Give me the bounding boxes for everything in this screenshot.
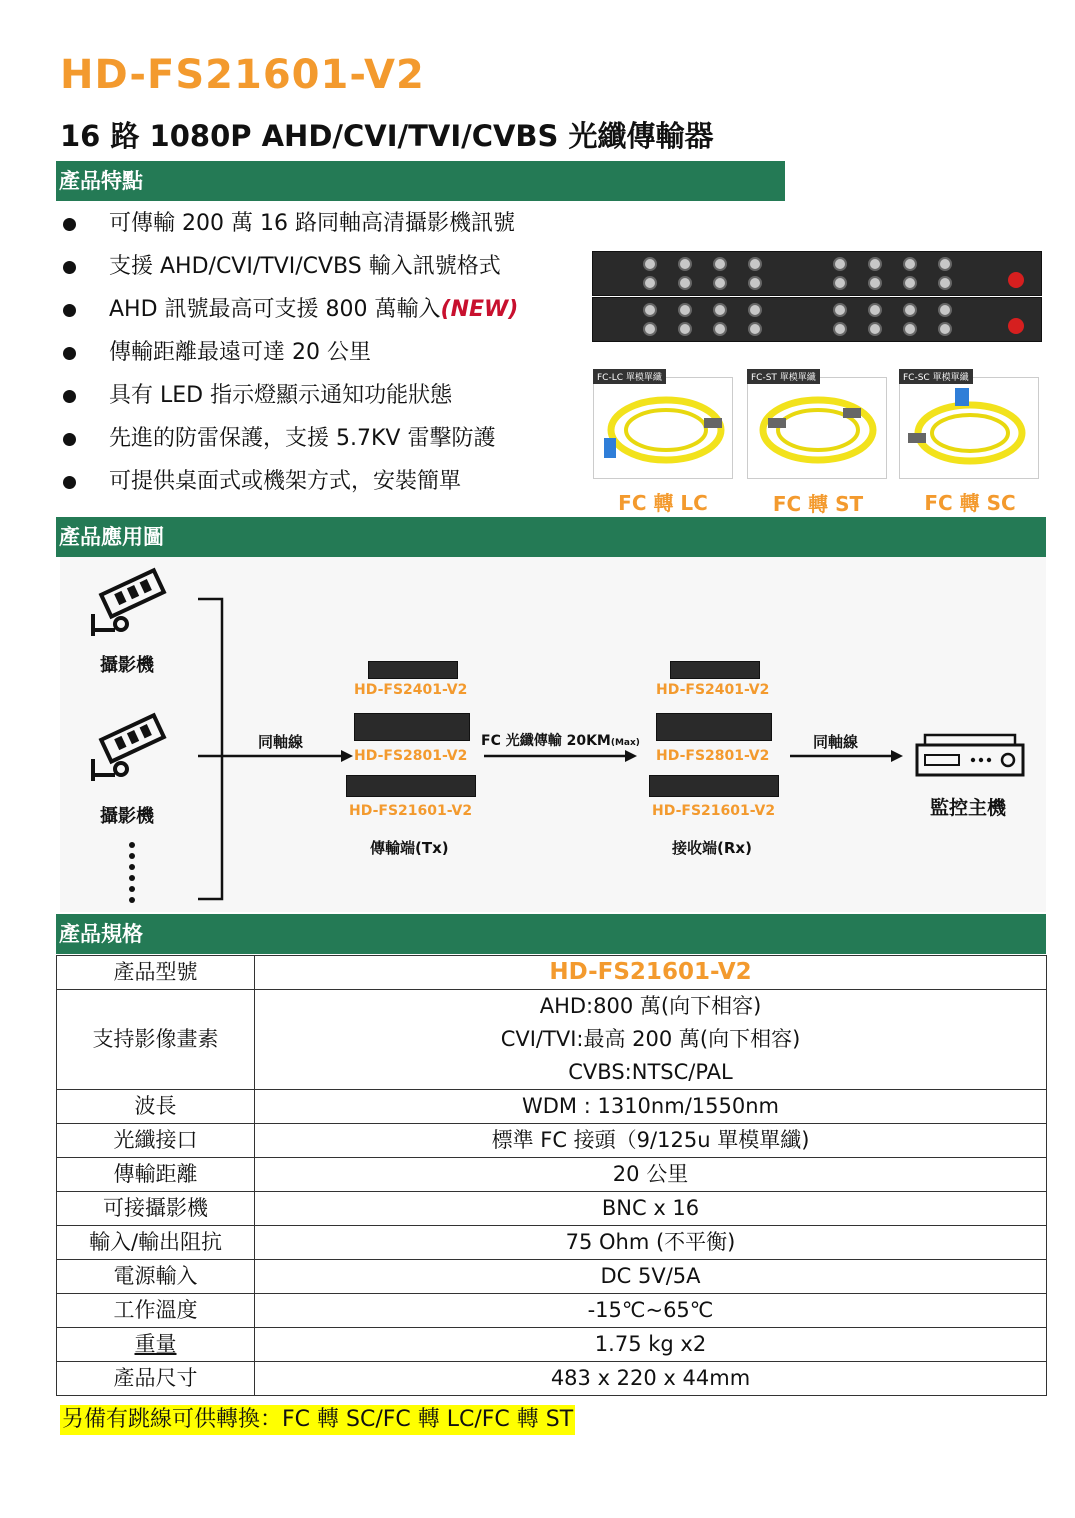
spec-value: AHD:800 萬(向下相容) CVI/TVI:最高 200 萬(向下相容) CVBS:NTSC/PAL xyxy=(255,990,1047,1090)
tx-label: 傳輸端(Tx) xyxy=(370,839,449,857)
spec-key: 波長 xyxy=(57,1090,255,1124)
table-row xyxy=(57,1124,1047,1158)
tx-device-4ch xyxy=(368,661,458,679)
feature-item: 可傳輸 200 萬 16 路同軸高清攝影機訊號 xyxy=(60,205,518,248)
new-badge: (NEW) xyxy=(440,297,519,322)
product-model-title: HD-FS21601-V2 xyxy=(60,52,425,98)
device-photo-bottom xyxy=(592,297,1042,342)
spec-key: 重量 xyxy=(57,1328,255,1362)
spec-key: 電源輸入 xyxy=(57,1260,255,1294)
application-diagram xyxy=(60,557,1046,912)
table-row xyxy=(57,1158,1047,1192)
dvr-icon xyxy=(913,733,1029,779)
spec-key: 工作溫度 xyxy=(57,1294,255,1328)
tx-model-8ch: HD-FS2801-V2 xyxy=(354,748,468,764)
spec-key: 可接攝影機 xyxy=(57,1192,255,1226)
section-application: 產品應用圖 xyxy=(56,517,1046,557)
rx-device-4ch xyxy=(670,661,760,679)
camera-icon xyxy=(87,707,177,785)
fiber-cable-icon xyxy=(748,378,886,478)
rx-device-16ch xyxy=(649,775,779,797)
spec-key: 支持影像畫素 xyxy=(57,990,255,1090)
table-row xyxy=(57,1192,1047,1226)
table-row xyxy=(57,1226,1047,1260)
bullet-icon xyxy=(63,347,76,360)
spec-key: 光纖接口 xyxy=(57,1124,255,1158)
feature-item: AHD 訊號最高可支援 800 萬輸入(NEW) xyxy=(60,291,518,334)
bullet-icon xyxy=(63,261,76,274)
camera-icon xyxy=(87,562,177,640)
feature-item: 先進的防雷保護，支援 5.7KV 雷擊防護 xyxy=(60,420,518,463)
converter-thumb-st: FC-ST 單模單纖 xyxy=(747,377,887,479)
tx-device-8ch xyxy=(354,713,470,741)
table-row xyxy=(57,1294,1047,1328)
fiber-arrow xyxy=(481,749,641,763)
spec-value: -15℃~65℃ xyxy=(255,1294,1047,1328)
coax-label-right: 同軸線 xyxy=(813,733,859,751)
bullet-icon xyxy=(63,476,76,489)
table-row xyxy=(57,1362,1047,1396)
rx-model-4ch: HD-FS2401-V2 xyxy=(656,682,770,698)
table-row xyxy=(57,990,1047,1090)
rx-device-8ch xyxy=(656,713,772,741)
feature-item: 具有 LED 指示燈顯示通知功能狀態 xyxy=(60,377,518,420)
more-dots-icon xyxy=(126,840,138,906)
feature-item: 可提供桌面式或機架方式，安裝簡單 xyxy=(60,463,518,506)
fiber-label: FC 光纖傳輸 20KM(Max) xyxy=(481,733,640,749)
table-row xyxy=(57,1328,1047,1362)
spec-value: WDM : 1310nm/1550nm xyxy=(255,1090,1047,1124)
spec-key: 傳輸距離 xyxy=(57,1158,255,1192)
spec-value: 標準 FC 接頭（9/125u 單模單纖) xyxy=(255,1124,1047,1158)
spec-key: 產品尺寸 xyxy=(57,1362,255,1396)
dvr-label: 監控主機 xyxy=(930,797,1007,819)
converter-label-sc: FC 轉 SC xyxy=(924,491,1016,515)
spec-table xyxy=(56,955,1047,1396)
camera-label: 攝影機 xyxy=(100,806,154,827)
rx-label: 接收端(Rx) xyxy=(672,839,752,857)
spec-value: 483 x 220 x 44mm xyxy=(255,1362,1047,1396)
section-features: 產品特點 xyxy=(56,161,785,201)
spec-key: 輸入/輸出阻抗 xyxy=(57,1226,255,1260)
rx-model-16ch: HD-FS21601-V2 xyxy=(652,803,776,819)
fiber-cable-icon xyxy=(900,378,1038,478)
spec-value: BNC x 16 xyxy=(255,1192,1047,1226)
spec-key: 產品型號 xyxy=(57,956,255,990)
feature-item: 傳輸距離最遠可達 20 公里 xyxy=(60,334,518,377)
coax-label-left: 同軸線 xyxy=(258,733,304,751)
bullet-icon xyxy=(63,304,76,317)
rx-model-8ch: HD-FS2801-V2 xyxy=(656,748,770,764)
tx-model-4ch: HD-FS2401-V2 xyxy=(354,682,468,698)
feature-item: 支援 AHD/CVI/TVI/CVBS 輸入訊號格式 xyxy=(60,248,518,291)
bullet-icon xyxy=(63,390,76,403)
spec-value: 75 Ohm (不平衡) xyxy=(255,1226,1047,1260)
product-subtitle: 16 路 1080P AHD/CVI/TVI/CVBS 光纖傳輸器 xyxy=(60,119,714,153)
table-row xyxy=(57,1260,1047,1294)
spec-value: 20 公里 xyxy=(255,1158,1047,1192)
converter-thumb-lc: FC-LC 單模單纖 xyxy=(593,377,733,479)
bullet-icon xyxy=(63,218,76,231)
table-row xyxy=(57,1090,1047,1124)
table-row xyxy=(57,956,1047,990)
device-photo-top xyxy=(592,251,1042,296)
fiber-cable-icon xyxy=(594,378,732,478)
section-specs: 產品規格 xyxy=(56,914,1046,954)
camera-label: 攝影機 xyxy=(100,655,154,676)
spec-value-model: HD-FS21601-V2 xyxy=(255,956,1047,990)
spec-value: 1.75 kg x2 xyxy=(255,1328,1047,1362)
tx-device-16ch xyxy=(346,775,476,797)
converter-label-st: FC 轉 ST xyxy=(772,492,864,516)
feature-list xyxy=(60,205,518,506)
tx-model-16ch: HD-FS21601-V2 xyxy=(349,803,473,819)
spec-value: DC 5V/5A xyxy=(255,1260,1047,1294)
bullet-icon xyxy=(63,433,76,446)
jumper-note: 另備有跳線可供轉換：FC 轉 SC/FC 轉 LC/FC 轉 ST xyxy=(60,1405,575,1435)
converter-thumb-sc: FC-SC 單模單纖 xyxy=(899,377,1039,479)
converter-label-lc: FC 轉 LC xyxy=(618,491,708,515)
